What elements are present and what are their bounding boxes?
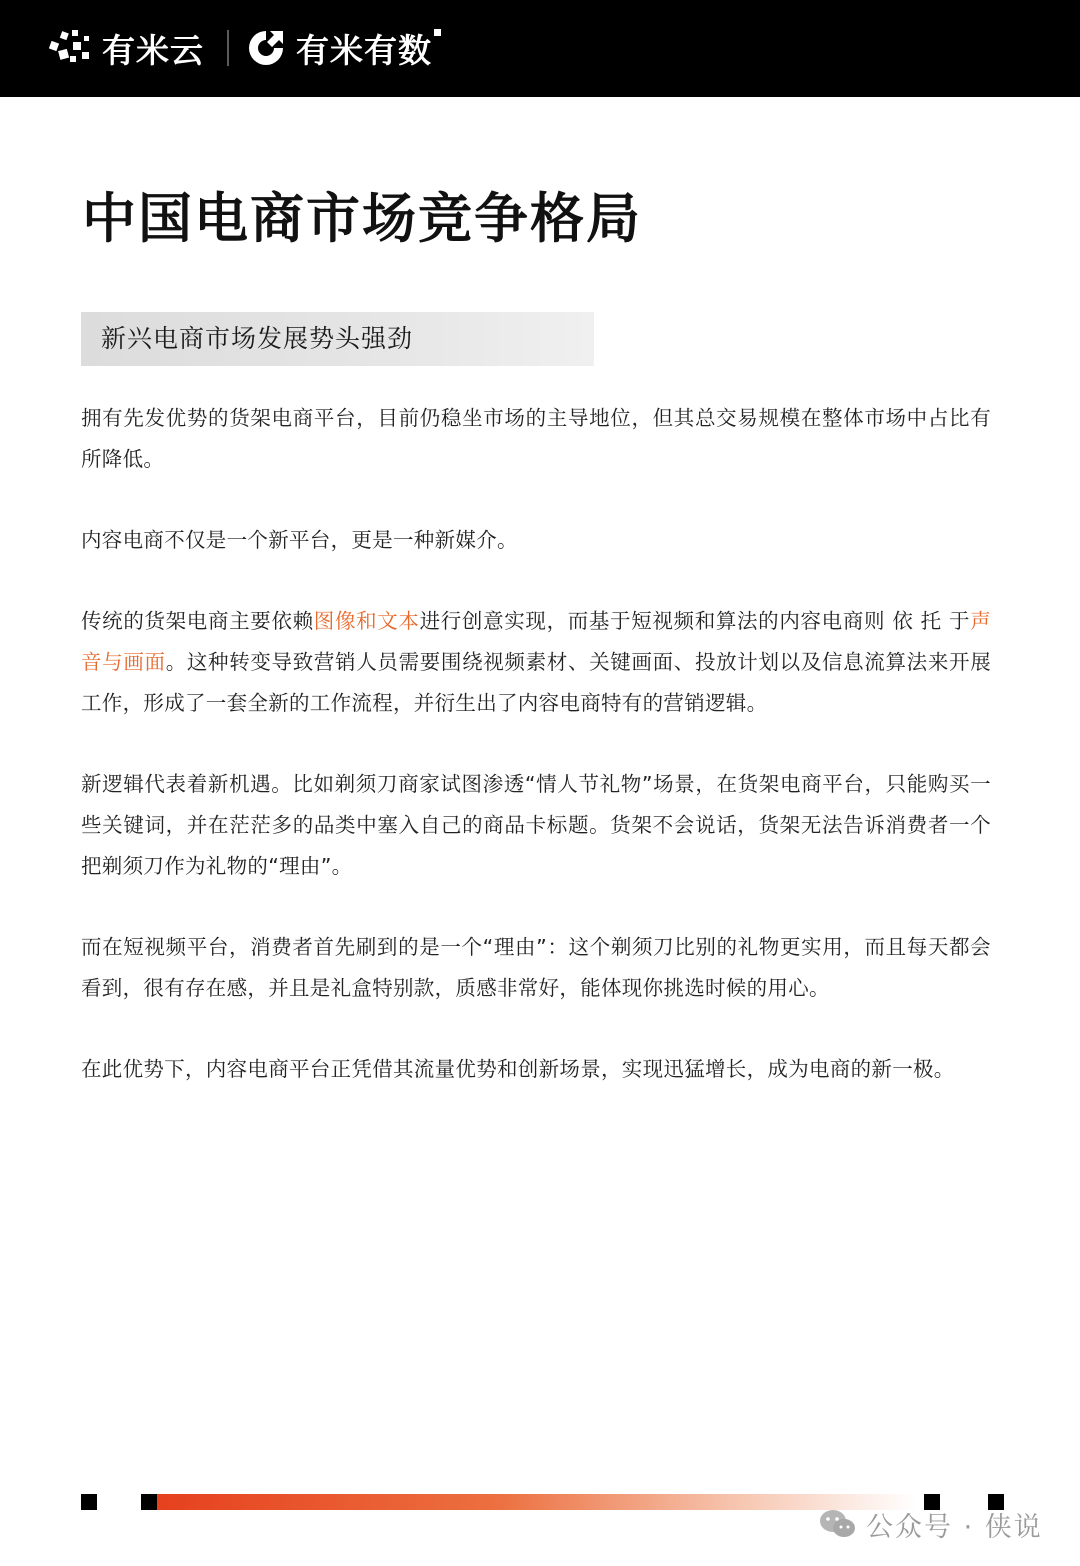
paragraph-5: 而在短视频平台，消费者首先刷到的是一个“理由”：这个剃须刀比别的礼物更实用，而且每天都会看到，很有存在感，并且是礼盒特别款，质感非常好，能体现你挑选时候的用心。 — [81, 935, 991, 1000]
wechat-icon — [818, 1508, 858, 1540]
article-body — [81, 398, 991, 1130]
paragraph-4: 新逻辑代表着新机遇。比如剃须刀商家试图渗透“情人节礼物”场景，在货架电商平台，只能购买一些关键词，并在茫茫多的品类中塞入自己的商品卡标题。货架不会说话，货架无法告诉消费者一个把剃须刀作为礼物的“理由”。 — [81, 772, 991, 878]
youmi-data-logo-icon — [246, 28, 286, 68]
youmi-cloud-logo-icon — [48, 28, 94, 68]
paragraph-1: 拥有先发优势的货架电商平台，目前仍稳坐市场的主导地位，但其总交易规模在整体市场中占比有所降低。 — [81, 406, 991, 471]
paragraph-3 — [81, 601, 991, 724]
paragraph-3-text-b: 进行创意实现，而基于短视频和算法的内容电商则 依 托 于 — [419, 609, 971, 633]
watermark-text: 公众号 · 侠说 — [866, 1511, 1043, 1543]
footer-square-bar-start — [141, 1494, 157, 1510]
header-bar — [0, 0, 1080, 97]
page-title: 中国电商市场竞争格局 — [82, 187, 642, 250]
footer-gradient-bar — [157, 1494, 917, 1510]
brand-youmi-cloud-text: 有米云 — [102, 30, 204, 70]
paragraph-2: 内容电商不仅是一个新平台，更是一种新媒介。 — [81, 528, 518, 552]
paragraph-6: 在此优势下，内容电商平台正凭借其流量优势和创新场景，实现迅猛增长，成为电商的新一极。 — [81, 1057, 955, 1081]
footer-square-left — [81, 1494, 97, 1510]
trademark-dot — [434, 29, 441, 36]
brand-youmi-cloud — [48, 28, 204, 68]
section-heading: 新兴电商市场发展势头强劲 — [101, 324, 414, 353]
brand-youmi-data — [246, 27, 441, 69]
highlight-sound-and-picture: 声音与画面 — [81, 609, 991, 674]
brand-youmi-data-text: 有米有数 — [296, 30, 432, 70]
highlight-image-and-text: 图像和文本 — [313, 609, 420, 633]
watermark — [818, 1504, 1043, 1544]
paragraph-3-text-c: 。这种转变导致营销人员需要围绕视频素材、关键画面、投放计划以及信息流算法来开展工作，形成了一套全新的工作流程，并衍生出了内容电商特有的营销逻辑。 — [81, 650, 991, 715]
section-heading-box — [81, 312, 594, 366]
paragraph-3-text-a: 传统的货架电商主要依赖 — [81, 609, 314, 633]
header-divider — [227, 30, 229, 66]
